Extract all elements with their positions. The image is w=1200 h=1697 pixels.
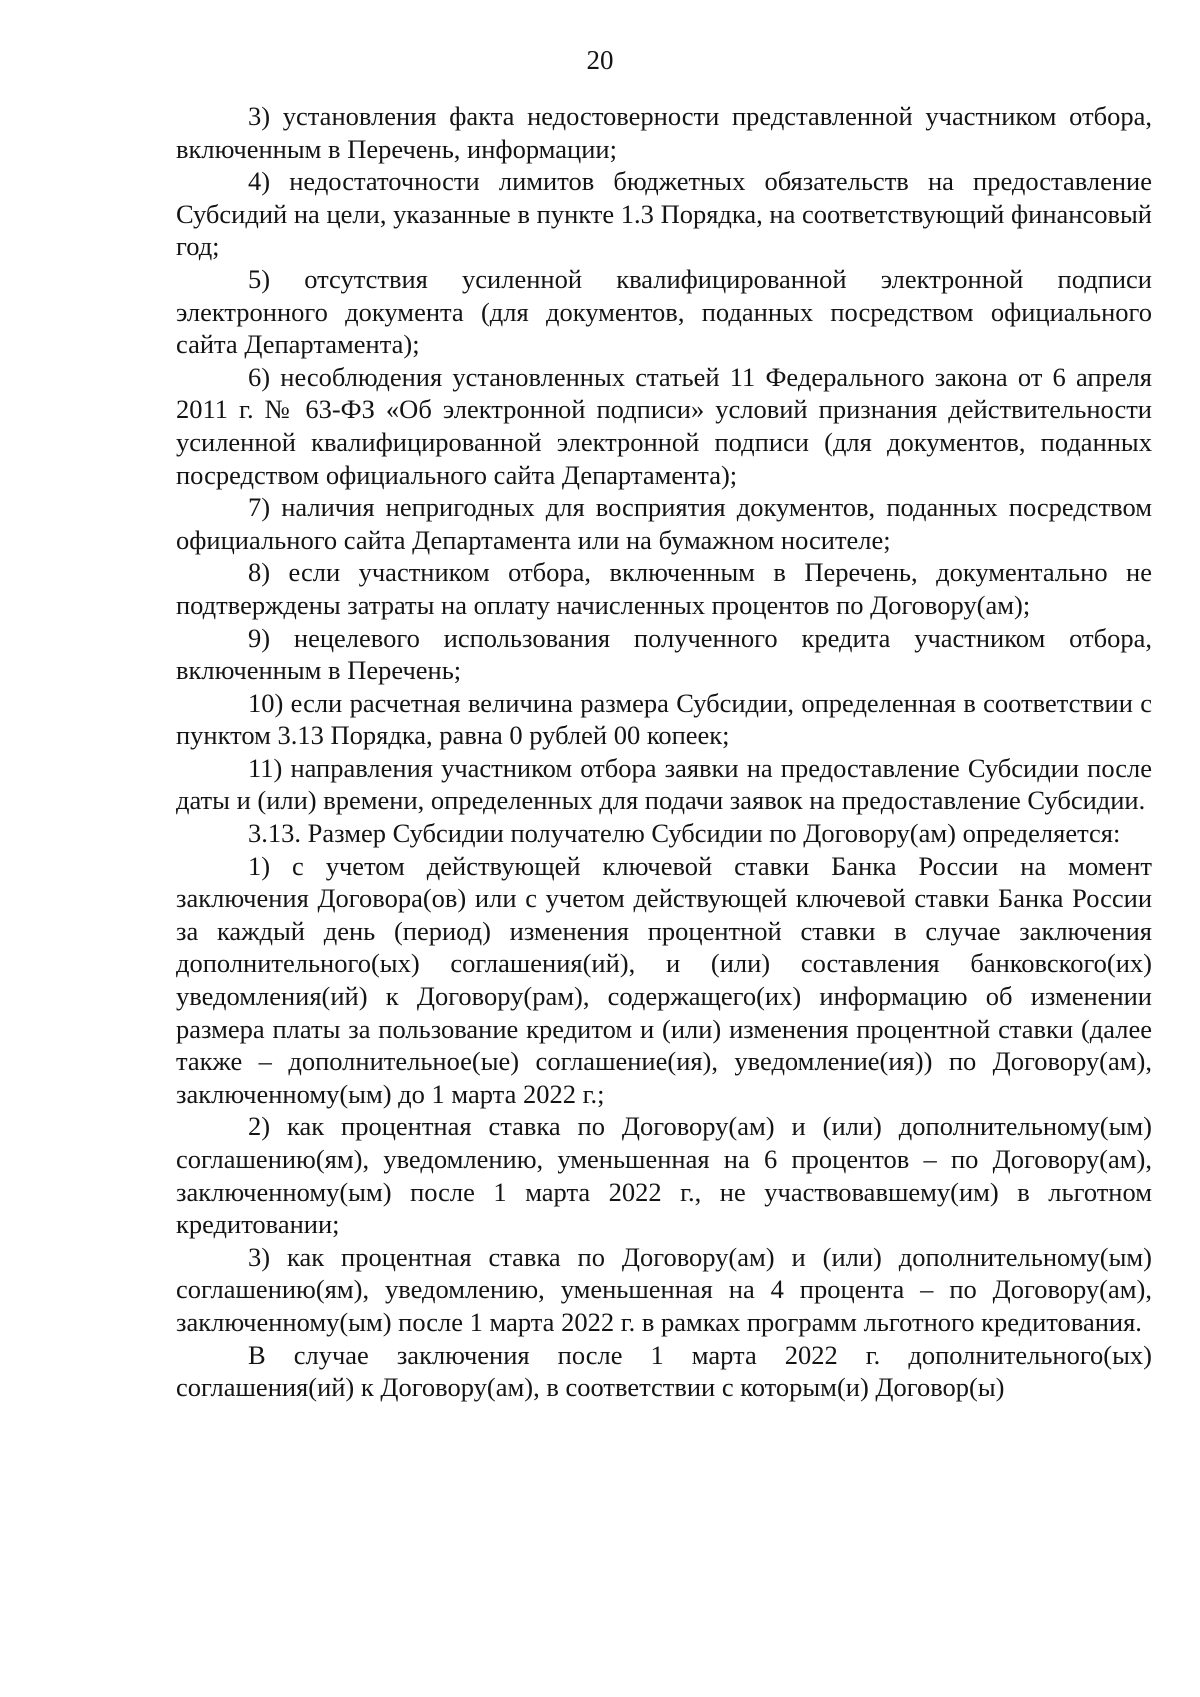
paragraph: 3) установления факта недостоверности представленной участником отбора, включенным в Перечень, информации; <box>176 101 1152 164</box>
paragraph: 8) если участником отбора, включенным в Перечень, документально не подтверждены затраты на оплату начисленных процентов по Договору(ам); <box>176 557 1152 620</box>
document-body <box>176 100 1152 1404</box>
paragraph: 5) отсутствия усиленной квалифицированной электронной подписи электронного документа (для документов, поданных посредством официального сайта Департамента); <box>176 263 1152 360</box>
section-heading-paragraph: 3.13. Размер Субсидии получателю Субсидии по Договору(ам) определяется: <box>248 818 1121 849</box>
page-number: 20 <box>586 45 614 75</box>
paragraph: 10) если расчетная величина размера Субсидии, определенная в соответствии с пунктом 3.13 Порядка, равна 0 рублей 00 копеек; <box>176 687 1152 751</box>
paragraph: 1) с учетом действующей ключевой ставки Банка России на момент заключения Договора(ов) или с учетом действующей ключевой ставки Банка России за каждый день (период) изменения процентной ставки в случае заключения дополнительного(ых) соглашения(ий), и (или) составления банковского(их) уведомления(ий) к Договору(рам), содержащего(их) информацию об изменении размера платы за пользование кредитом и (или) изменения процентной ставки (далее также – дополнительное(ые) соглашение(ия), уведомление(ия)) по Договору(ам), заключенному(ым) до 1 марта 2022 г.; <box>176 850 1152 1109</box>
paragraph: 2) как процентная ставка по Договору(ам) и (или) дополнительному(ым) соглашению(ям), уведомлению, уменьшенная на 6 процентов – по Договору(ам), заключенному(ым) после 1 марта 2022 г., не участвовавшему(им) в льготном кредитовании; <box>176 1111 1152 1240</box>
paragraph: 6) несоблюдения установленных статьей 11 Федерального закона от 6 апреля 2011 г. № 63-ФЗ «Об электронной подписи» условий признания действительности усиленной квалифицированной электронной подписи (для документов, поданных посредством официального сайта Департамента); <box>176 361 1152 490</box>
paragraph: В случае заключения после 1 марта 2022 г. дополнительного(ых) соглашения(ий) к Договору(ам), в соответствии с которым(и) Договор(ы) <box>176 1339 1152 1403</box>
paragraph: 7) наличия непригодных для восприятия документов, поданных посредством официального сайта Департамента или на бумажном носителе; <box>176 492 1152 555</box>
paragraph: 3) как процентная ставка по Договору(ам) и (или) дополнительному(ым) соглашению(ям), уведомлению, уменьшенная на 4 процента – по Договору(ам), заключенному(ым) после 1 марта 2022 г. в рамках программ льготного кредитования. <box>176 1241 1152 1337</box>
paragraph: 11) направления участником отбора заявки на предоставление Субсидии после даты и (или) времени, определенных для подачи заявок на предоставление Субсидии. <box>176 752 1152 816</box>
paragraph: 4) недостаточности лимитов бюджетных обязательств на предоставление Субсидий на цели, указанные в пункте 1.3 Порядка, на соответствующий финансовый год; <box>176 166 1152 262</box>
paragraph: 9) нецелевого использования полученного кредита участником отбора, включенным в Перечень; <box>176 622 1152 686</box>
